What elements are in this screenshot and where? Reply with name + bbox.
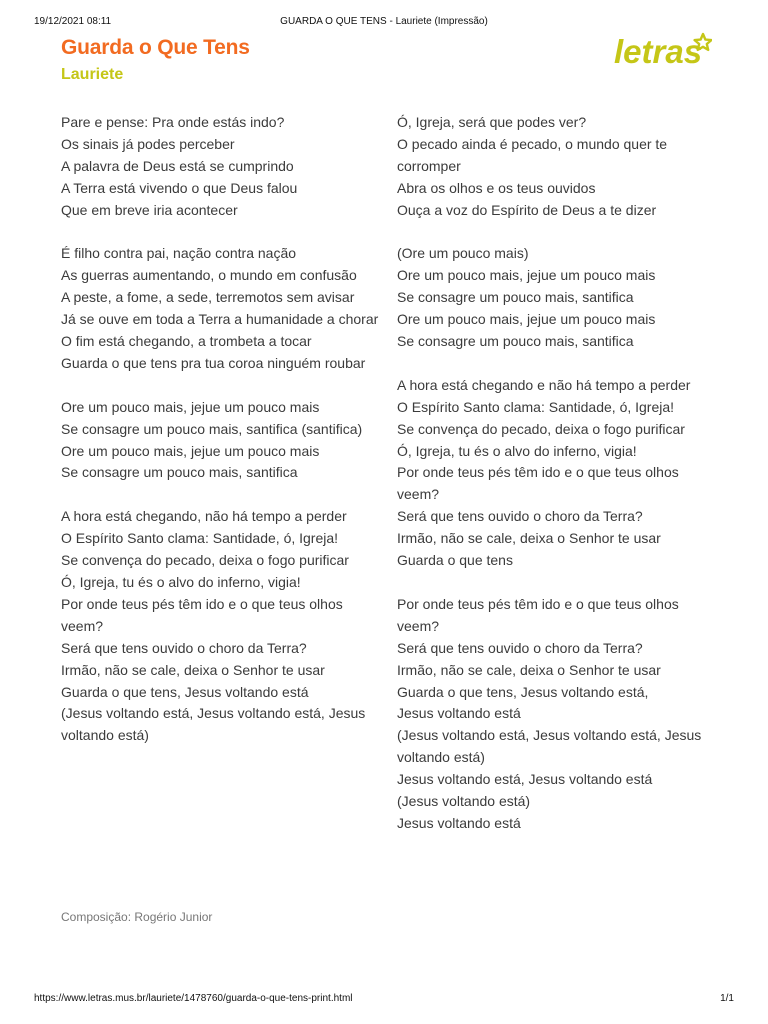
lyric-line: O pecado ainda é pecado, o mundo quer te corromper xyxy=(397,135,668,174)
lyric-line: A hora está chegando, não há tempo a perder xyxy=(61,508,347,525)
lyric-line: Abra os olhos e os teus ouvidos xyxy=(397,179,596,196)
lyric-line: (Jesus voltando está) xyxy=(397,793,531,810)
lyric-line: Jesus voltando está xyxy=(397,814,521,831)
lyrics-column-left xyxy=(61,112,379,747)
lyric-line: A hora está chegando e não há tempo a perder xyxy=(397,376,691,393)
lyrics-stanza xyxy=(397,112,715,222)
lyric-line: As guerras aumentando, o mundo em confusão xyxy=(61,267,357,284)
lyric-line: Por onde teus pés têm ido e o que teus olhos veem? xyxy=(61,595,343,634)
lyric-line: Guarda o que tens pra tua coroa ninguém roubar xyxy=(61,354,366,371)
print-footer xyxy=(34,993,734,1007)
lyrics-stanza xyxy=(61,397,379,485)
composer-credit: Composição: Rogério Junior xyxy=(61,910,213,924)
lyric-line: Ouça a voz do Espírito de Deus a te dizer xyxy=(397,201,657,218)
letras-logo[interactable] xyxy=(612,28,712,74)
lyric-line: Guarda o que tens, Jesus voltando está, xyxy=(397,683,649,700)
lyric-line: Será que tens ouvido o choro da Terra? xyxy=(397,508,643,525)
lyric-line: Será que tens ouvido o choro da Terra? xyxy=(397,639,643,656)
lyric-line: Que em breve iria acontecer xyxy=(61,201,238,218)
lyric-line: Os sinais já podes perceber xyxy=(61,135,235,152)
lyrics-column-right xyxy=(397,112,715,835)
lyric-line: Guarda o que tens, Jesus voltando está xyxy=(61,683,309,700)
print-date: 19/12/2021 08:11 xyxy=(34,16,112,27)
lyric-line: Jesus voltando está xyxy=(397,705,521,722)
lyric-line: (Jesus voltando está, Jesus voltando está, Jesus voltando está) xyxy=(61,705,366,744)
lyric-line: Ore um pouco mais, jejue um pouco mais xyxy=(397,267,656,284)
lyrics-stanza xyxy=(61,506,379,747)
lyrics-stanza xyxy=(397,243,715,353)
lyric-line: Ore um pouco mais, jejue um pouco mais xyxy=(61,442,320,459)
lyric-line: O Espírito Santo clama: Santidade, ó, Igreja! xyxy=(397,398,675,415)
lyric-line: O Espírito Santo clama: Santidade, ó, Igreja! xyxy=(61,530,339,547)
lyric-line: A Terra está vivendo o que Deus falou xyxy=(61,179,298,196)
lyric-line: Ó, Igreja, tu és o alvo do inferno, vigia! xyxy=(397,442,637,459)
lyric-line: O fim está chegando, a trombeta a tocar xyxy=(61,333,312,350)
lyric-line: Se consagre um pouco mais, santifica (santifica) xyxy=(61,420,363,437)
lyric-line: Será que tens ouvido o choro da Terra? xyxy=(61,639,307,656)
song-title: Guarda o Que Tens xyxy=(61,36,250,59)
lyrics-stanza xyxy=(61,112,379,222)
lyric-line: (Jesus voltando está, Jesus voltando está, Jesus voltando está) xyxy=(397,727,702,766)
lyric-line: Se convença do pecado, deixa o fogo purificar xyxy=(397,420,685,437)
lyric-line: Ore um pouco mais, jejue um pouco mais xyxy=(397,311,656,328)
lyric-line: Se consagre um pouco mais, santifica xyxy=(61,464,298,481)
lyric-line: Irmão, não se cale, deixa o Senhor te usar xyxy=(397,530,661,547)
lyrics-stanza xyxy=(397,375,715,572)
print-url: https://www.letras.mus.br/lauriete/1478760/guarda-o-que-tens-print.html xyxy=(34,993,353,1004)
lyric-line: Se convença do pecado, deixa o fogo purificar xyxy=(61,552,349,569)
lyric-line: Irmão, não se cale, deixa o Senhor te usar xyxy=(61,661,325,678)
lyric-line: Já se ouve em toda a Terra a humanidade a chorar xyxy=(61,311,379,328)
artist-name[interactable]: Lauriete xyxy=(61,66,124,83)
page-number: 1/1 xyxy=(720,993,734,1004)
lyric-line: Se consagre um pouco mais, santifica xyxy=(397,289,634,306)
lyric-line: Pare e pense: Pra onde estás indo? xyxy=(61,114,285,130)
lyric-line: Irmão, não se cale, deixa o Senhor te usar xyxy=(397,661,661,678)
lyrics-stanza xyxy=(61,243,379,374)
lyric-line: Por onde teus pés têm ido e o que teus olhos veem? xyxy=(397,464,679,503)
letras-logo-text: letras xyxy=(614,33,703,70)
print-document-title: GUARDA O QUE TENS - Lauriete (Impressão) xyxy=(280,16,488,27)
lyric-line: Se consagre um pouco mais, santifica xyxy=(397,333,634,350)
lyric-line: Jesus voltando está, Jesus voltando está xyxy=(397,771,653,788)
lyric-line: Por onde teus pés têm ido e o que teus olhos veem? xyxy=(397,595,679,634)
lyric-line: Ore um pouco mais, jejue um pouco mais xyxy=(61,398,320,415)
lyric-line: Ó, Igreja, tu és o alvo do inferno, vigia! xyxy=(61,573,301,590)
lyric-line: Ó, Igreja, será que podes ver? xyxy=(397,114,587,130)
lyric-line: A palavra de Deus está se cumprindo xyxy=(61,157,294,174)
lyric-line: A peste, a fome, a sede, terremotos sem avisar xyxy=(61,289,355,306)
lyrics-stanza xyxy=(397,594,715,835)
lyric-line: É filho contra pai, nação contra nação xyxy=(61,245,297,262)
lyric-line: Guarda o que tens xyxy=(397,552,513,569)
lyric-line: (Ore um pouco mais) xyxy=(397,245,529,262)
